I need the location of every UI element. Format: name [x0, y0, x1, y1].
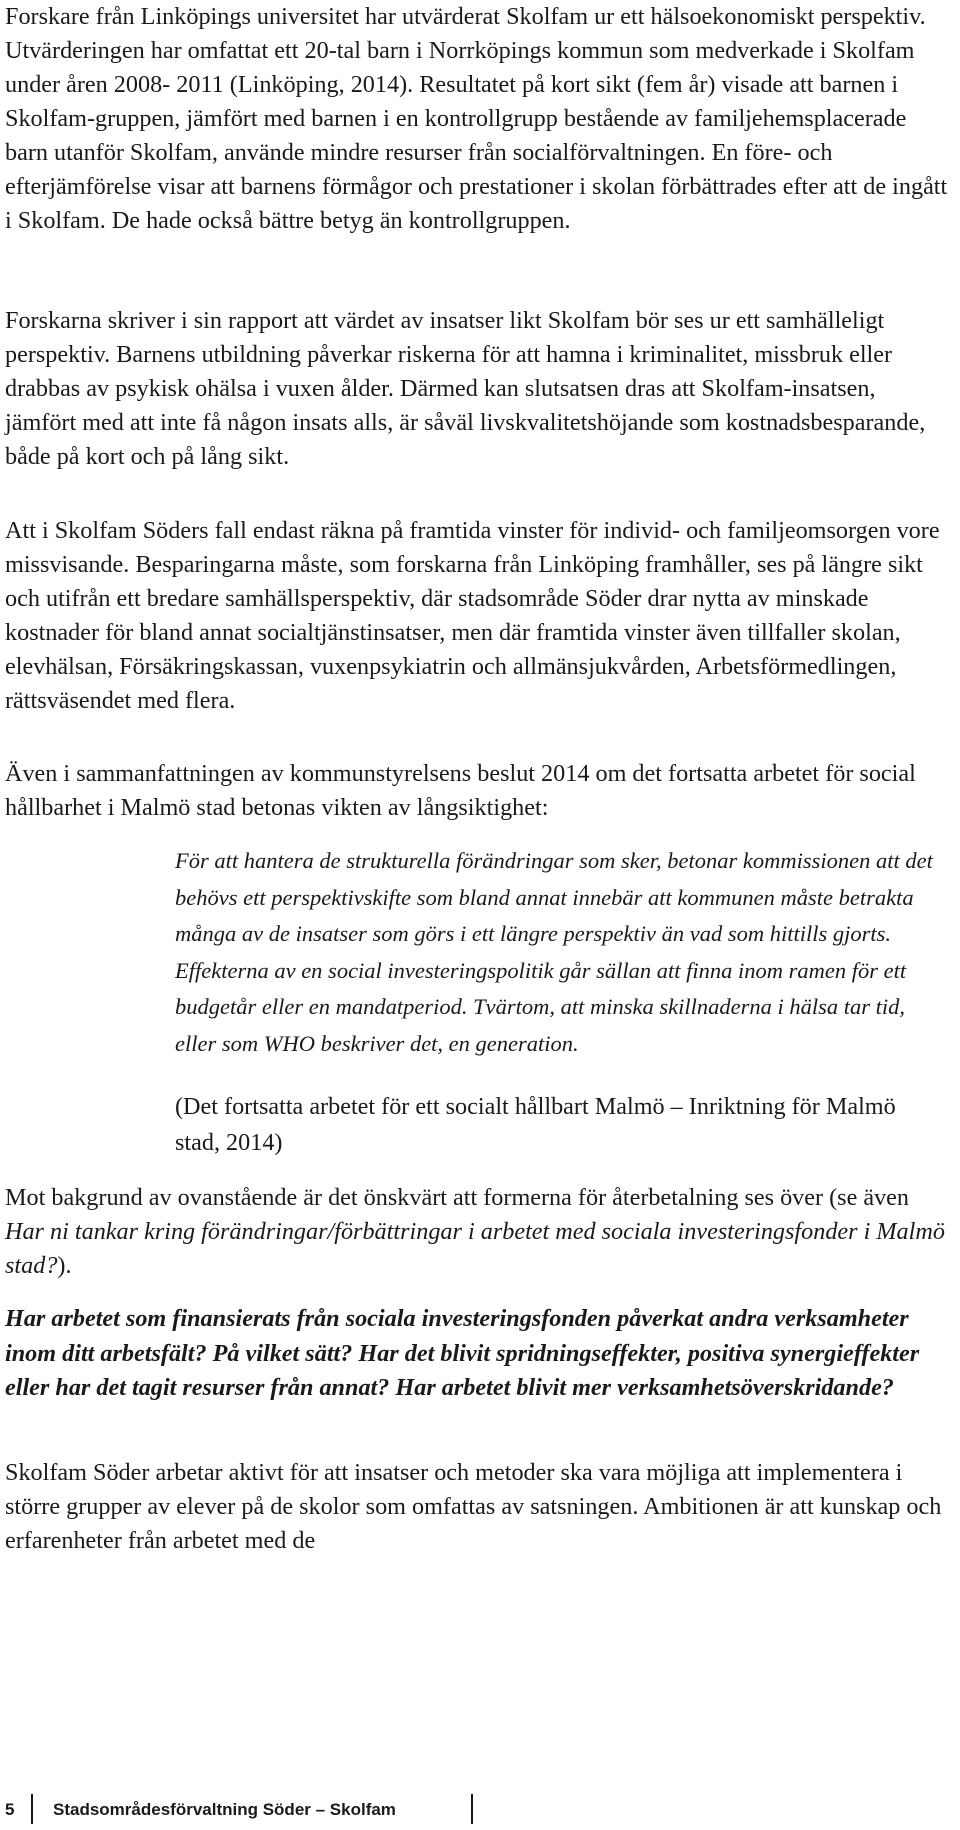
footer-divider-end: [471, 1794, 473, 1824]
paragraph-repayment: [5, 1181, 950, 1283]
paragraph-repayment-reference: Har ni tankar kring förändringar/förbättringar i arbetet med sociala investeringsfonder i Malmö stad?: [5, 1218, 945, 1279]
question-heading: Har arbetet som finansierats från sociala investeringsfonden påverkat andra verksamheter inom ditt arbetsfält? På vilket sätt? Har det blivit spridningseffekter, positiva synergieffekter eller har det tagit resurser från annat? Har arbetet blivit mer verksamhetsöverskridande?: [5, 1305, 920, 1401]
paragraph-repayment-end: ).: [57, 1252, 72, 1279]
footer-title: Stadsområdesförvaltning Söder – Skolfam: [53, 1800, 396, 1819]
paragraph-skolfam-evaluation: Forskare från Linköpings universitet har utvärderat Skolfam ur ett hälsoekonomiskt perspektiv. Utvärderingen har omfattat ett 20-tal barn i Norrköpings kommun som medverkade i Skolfam under åren 2008- 2011 (Linköping, 2014). Resultatet på kort sikt (fem år) visade att barnen i Skolfam-gruppen, jämfört med barnen i en kontrollgrupp bestående av familjehemsplacerade barn utanför Skolfam, använde mindre resurser från socialförvaltningen. En före- och efterjämförelse visar att barnens förmågor och prestationer i skolan förbättrades efter att de ingått i Skolfam. De hade också bättre betyg än kontrollgruppen.: [5, 3, 948, 234]
paragraph-savings-perspective: Att i Skolfam Söders fall endast räkna på framtida vinster för individ- och familjeomsorgen vore missvisande. Besparingarna måste, som forskarna från Linköping framhåller, ses på längre sikt och utifrån ett bredare samhällsperspektiv, där stadsområde Söder drar nytta av minskade kostnader för bland annat socialtjänstinsatser, men där framtida vinster även tillfaller skolan, elevhälsan, Försäkringskassan, vuxenpsykiatrin och allmänsjukvården, Arbetsförmedlingen, rättsväsendet med flera.: [5, 517, 940, 714]
paragraph-implementation: Skolfam Söder arbetar aktivt för att insatser och metoder ska vara möjliga att implementera i större grupper av elever på de skolor som omfattas av satsningen. Ambitionen är att kunskap och erfarenheter från arbetet med de: [5, 1459, 942, 1554]
footer-divider: [31, 1794, 33, 1824]
paragraph-repayment-start: Mot bakgrund av ovanstående är det önskvärt att formerna för återbetalning ses över (se även: [5, 1184, 910, 1211]
page-number: 5: [5, 1800, 15, 1819]
quote-citation: (Det fortsatta arbetet för ett socialt hållbart Malmö – Inriktning för Malmö stad, 2014): [175, 1093, 896, 1156]
paragraph-societal-perspective: Forskarna skriver i sin rapport att värdet av insatser likt Skolfam bör ses ur ett samhälleligt perspektiv. Barnens utbildning påverkar riskerna för att hamna i kriminalitet, missbruk eller drabbas av psykisk ohälsa i vuxen ålder. Därmed kan slutsatsen dras att Skolfam-insatsen, jämfört med att inte få någon insats alls, är såväl livskvalitetshöjande som kostnadsbesparande, både på kort och på lång sikt.: [5, 307, 926, 470]
block-quote: För att hantera de strukturella förändringar som sker, betonar kommissionen att det behövs ett perspektivskifte som bland annat innebär att kommunen måste betrakta många av de insatser som görs i ett längre perspektiv än vad som hittills gjorts. Effekterna av en social investeringspolitik går sällan att finna inom ramen för ett budgetår eller en mandatperiod. Tvärtom, att minska skillnaderna i hälsa tar tid, eller som WHO beskriver det, en generation.: [175, 848, 933, 1056]
paragraph-kommunstyrelsen: Även i sammanfattningen av kommunstyrelsens beslut 2014 om det fortsatta arbetet för social hållbarhet i Malmö stad betonas vikten av långsiktighet:: [5, 760, 916, 821]
page-footer: [5, 1794, 955, 1826]
